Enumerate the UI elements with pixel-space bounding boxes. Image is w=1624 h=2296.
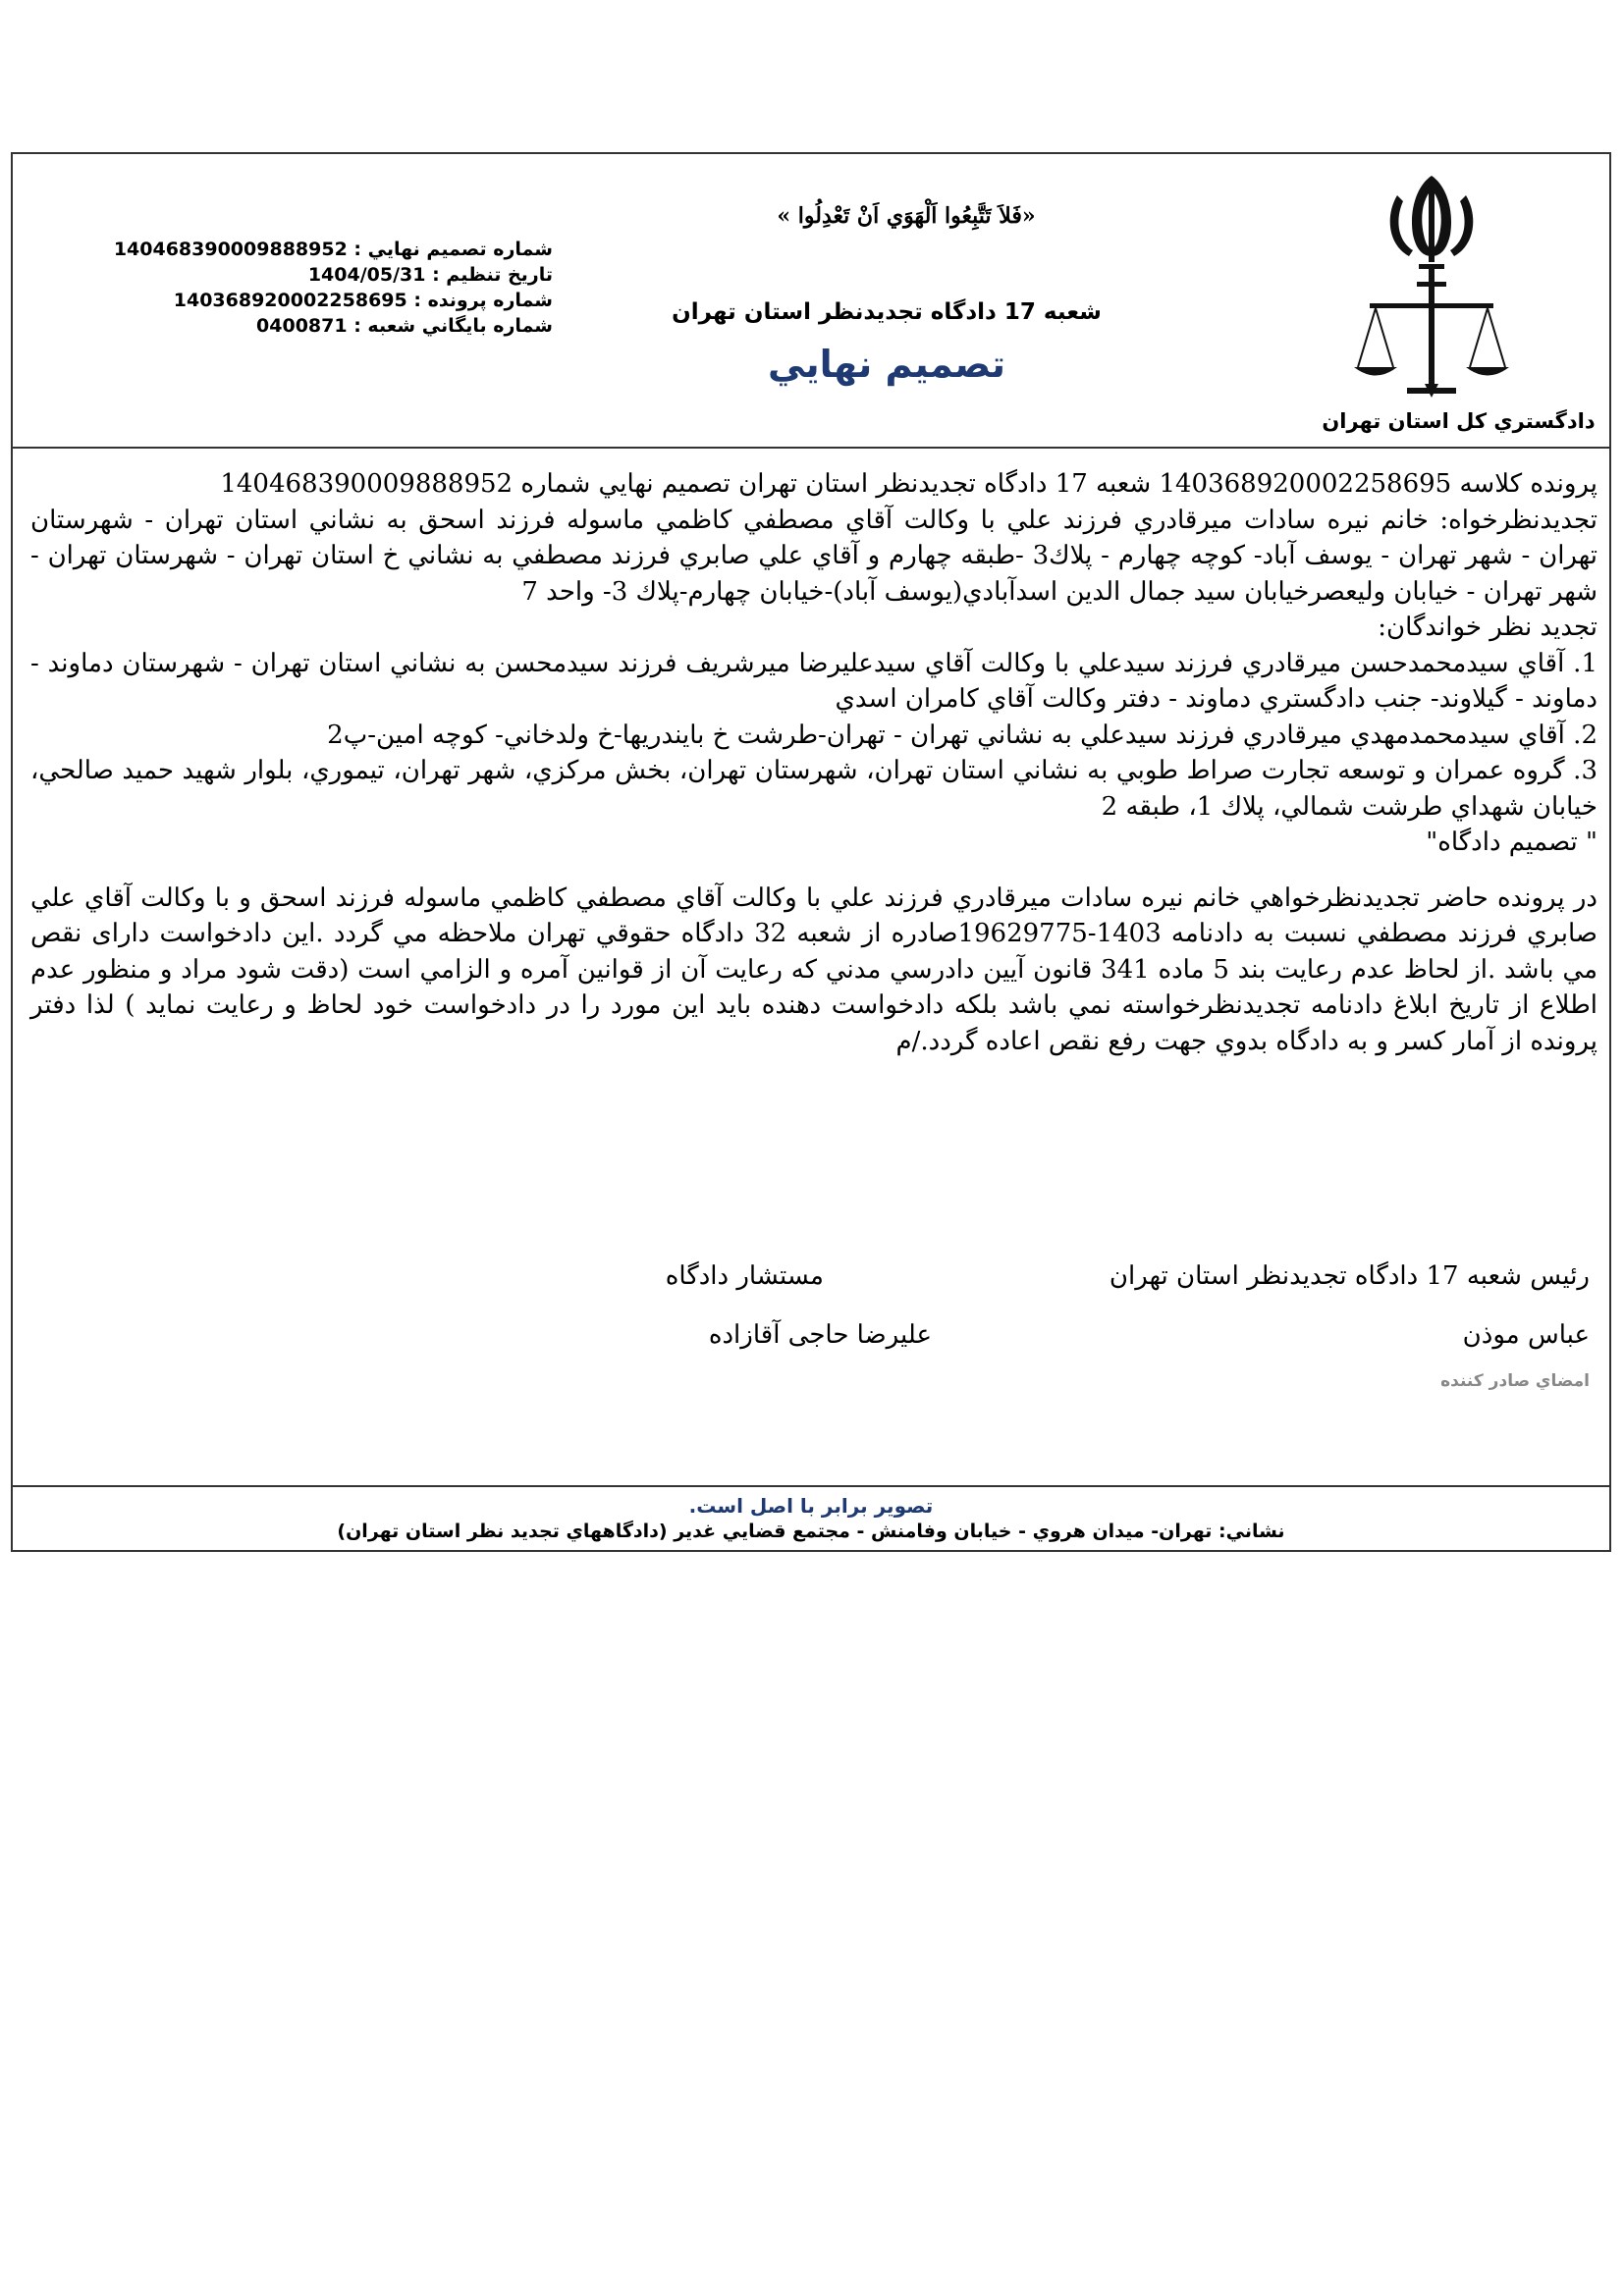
counselor-name: عليرضا حاجی آقازاده (708, 1320, 932, 1350)
appellant-details: تجديدنظرخواه: خانم نيره سادات ميرقادري فرزند علي با وكالت آقاي مصطفي كاظمي ماسوله فرزند اسحق به نشاني استان تهران - شهرستان تهران - شهر تهران - يوسف آباد- كوچه چهارم - پلاك3 -طبقه چهارم و آقاي علي صابري فرزند مصطفي به نشاني خ استان تهران - شهرستان تهران - شهر تهران - خيابان وليعصرخيابان سيد جمال الدين اسدآبادي(يوسف آباد)-خيابان چهارم-پلاك 3- واحد 7 (30, 505, 1597, 607)
court-name: شعبه 17 دادگاه تجديدنظر استان تهران (672, 299, 1102, 325)
decision-text: در پرونده حاضر تجديدنظرخواهي خانم نيره سادات ميرقادري فرزند علي با وكالت آقاي مصطفي كاظمي ماسوله فرزند اسحق و با وكالت آقاي علي صابري فرزند مصطفي نسبت به دادنامه 1403-19629775صادره از شعبه 32 دادگاه حقوقي تهران ملاحظه مي گردد .اين دادخواست دارای نقص مي باشد .از لحاظ عدم رعايت بند 5 ماده 341 قانون آيين دادرسي مدني كه رعايت آن از قوانين آمره و الزامي است (دقت شود مراد و منظور عدم اطلاع از تاريخ ابلاغ دادنامه تجديدنظرخواسته نمي باشد بلكه دادخواست دهنده بايد اين مورد را در دادخواست خود لحاظ و رعايت نمايد ) لذا دفتر پرونده از آمار كسر و به دادگاه بدوي جهت رفع نقص اعاده گردد./م (30, 882, 1598, 1056)
document-title: تصميم نهايي (767, 343, 1006, 386)
chief-judge-name: عباس موذن (1462, 1320, 1590, 1350)
court-address: نشاني: تهران- ميدان هروي - خيابان وفامنش - مجتمع قضايي غدير (دادگاههاي تجديد نظر استان تهران) (337, 1521, 1285, 1542)
issuer-signature-label: امضاي صادر كننده (1440, 1371, 1590, 1391)
respondent-3: 3. گروه عمران و توسعه تجارت صراط طوبي به نشاني استان تهران، شهرستان تهران، بخش مركزي، شهر تهران، تيموري، بلوار شهيد حميد صالحي، خيابان شهداي طرشت شمالي، پلاك 1، طبقه 2 (30, 756, 1597, 822)
meta-issue-date: تاريخ تنظيم : 1404/05/31 (307, 264, 553, 286)
decision-body (30, 466, 1597, 1059)
certified-copy-note: تصوير برابر با اصل است. (688, 1494, 934, 1518)
meta-case-number: شماره پرونده : 140368920002258695 (173, 290, 553, 311)
case-metadata (81, 237, 553, 339)
iran-judiciary-emblem-icon (1348, 166, 1515, 401)
meta-archive-number: شماره بايگاني شعبه : 0400871 (256, 315, 553, 337)
decision-heading: " تصميم دادگاه" (1426, 828, 1597, 857)
counselor-title: مستشار دادگاه (665, 1261, 824, 1291)
respondent-1: 1. آقاي سيدمحمدحسن ميرقادري فرزند سيدعلي با وكالت آقاي سيدعليرضا ميرشريف فرزند سيدمحسن به نشاني استان تهران - شهرستان دماوند - دماوند - گيلاوند- جنب دادگستري دماوند - دفتر وكالت آقاي كامران اسدي (30, 648, 1597, 714)
footer-divider (13, 1485, 1609, 1487)
department-name: دادگستري كل استان تهران (1322, 409, 1596, 433)
quran-verse: «فَلاَ تَتَّبِعُوا اَلْهَوَي اَنْ تَعْدِلُوا » (777, 203, 1036, 229)
meta-decision-number: شماره تصميم نهايي : 140468390009888952 (113, 239, 553, 260)
chief-judge-title: رئيس شعبه 17 دادگاه تجديدنظر استان تهران (1109, 1261, 1590, 1291)
respondent-2: 2. آقاي سيدمحمدمهدي ميرقادري فرزند سيدعلي به نشاني تهران - تهران-طرشت خ بايندريها-خ ولدخاني- كوچه امين-پ2 (327, 720, 1597, 750)
respondents-heading: تجديد نظر خواندگان: (1378, 613, 1597, 642)
document-frame (11, 152, 1611, 1552)
case-summary-line: پرونده كلاسه 140368920002258695 شعبه 17 دادگاه تجديدنظر استان تهران تصميم نهايي شماره 140468390009888952 (220, 469, 1597, 499)
header-divider (13, 447, 1609, 449)
